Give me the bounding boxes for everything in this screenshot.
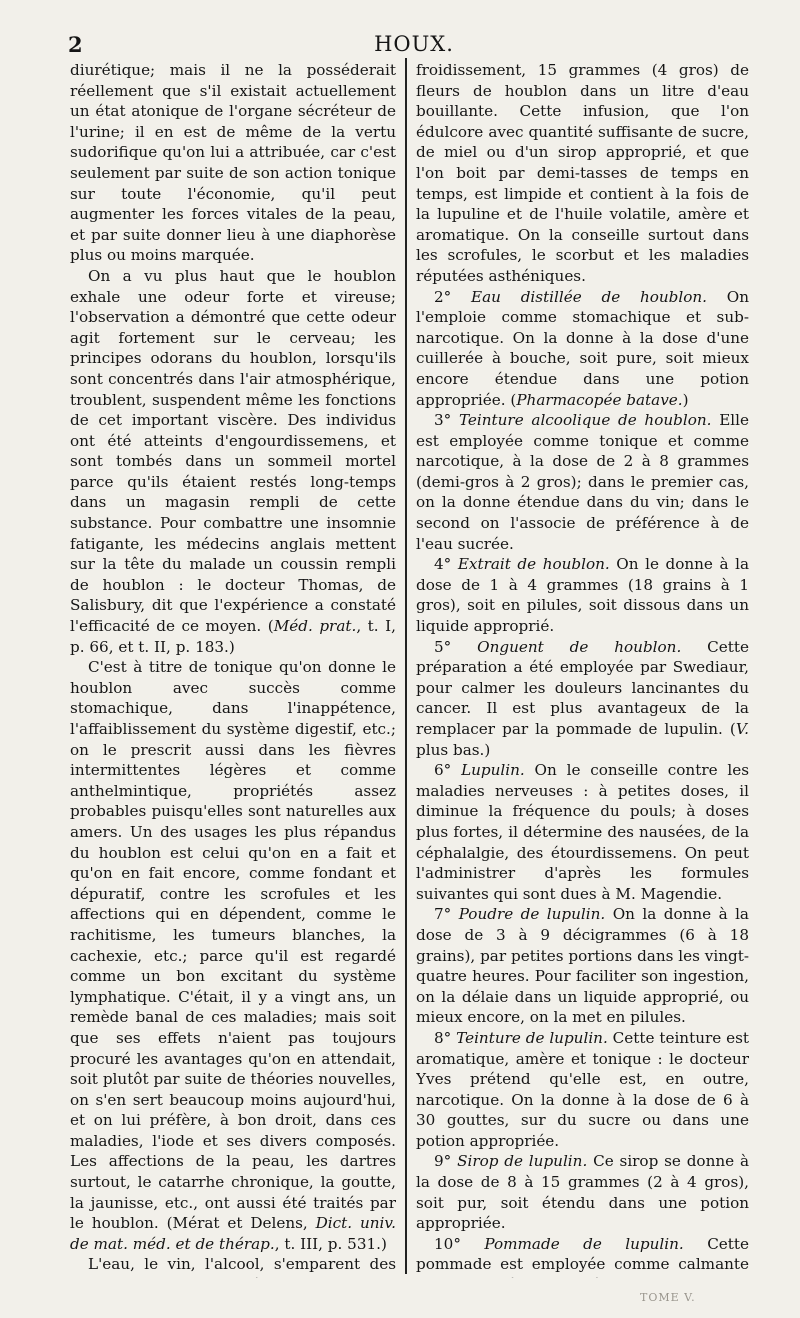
- citation: Pharmacopée batave.: [516, 390, 683, 409]
- item-text: On le conseille contre les maladies nerveuses : à petites doses, il diminue la fréquence du pouls; à doses plus fortes, il détermine des nausées, de la céphalalgie, des étourdissemens. On peut l'administrer d'après les formules suivantes qui sont dues à M. Magendie.: [416, 761, 749, 903]
- item-text: On l'emploie comme stomachique et sub-narcotique. On la donne à la dose d'une cuillerée à bouche, soit pure, soit mieux encore étendue dans une potion appropriée. (: [416, 287, 749, 409]
- running-head: HOUX.: [374, 32, 454, 56]
- item-text: Elle est employée comme tonique et comme narcotique, à la dose de 2 à 8 grammes (demi-gros à 2 gros); dans le premier cas, on la donne étendue dans du vin; dans le second on l'associe de préférence à de l'eau sucrée.: [416, 411, 749, 553]
- item-number: 6°: [434, 761, 462, 780]
- signature-mark: TOME V.: [640, 1291, 696, 1304]
- item-number: 2°: [434, 287, 472, 306]
- item-number: 10°: [434, 1234, 485, 1253]
- item-title: Sirop de lupulin.: [457, 1152, 588, 1171]
- page-header: [68, 32, 760, 56]
- item-title: Teinture de lupulin.: [456, 1028, 608, 1047]
- item-text: Cette pommade est employée comme calmante: [416, 1234, 749, 1274]
- item-title: Poudre de lupulin.: [458, 905, 606, 924]
- item-number: 7°: [434, 905, 459, 924]
- item-title: Lupulin.: [461, 761, 525, 780]
- preparation-item: [416, 1028, 749, 1152]
- item-number: 9°: [434, 1152, 458, 1171]
- paragraph: froidissement, 15 grammes (4 gros) de fleurs de houblon dans un litre d'eau bouillante. Cette infusion, que l'on édulcore avec quantité suffisante de sucre, de miel ou d'un sirop approprié, et que l'on boit par demi-tasses de temps en temps, est limpide et contient à la fois de la lupuline et de l'huile volatile, amère et aromatique. On la conseille surtout dans les scrofules, le scorbut et les maladies réputées asthéniques.: [416, 61, 749, 285]
- item-text: On la donne à la dose de 3 à 9 décigrammes (6 à 18 grains), par petites portions dans les vingt-quatre heures. Pour faciliter son ingestion, on la délaie dans un liquide approprié, ou mieux encore, on la met en pilules.: [416, 905, 749, 1027]
- preparation-item: [416, 287, 749, 411]
- left-column: [70, 60, 396, 1278]
- right-column: [416, 60, 749, 1278]
- page-number: 2: [68, 32, 83, 57]
- item-number: 8°: [434, 1028, 457, 1047]
- preparation-item: [416, 410, 749, 554]
- item-title: Pommade de lupulin.: [484, 1234, 684, 1253]
- item-title: Teinture alcoolique de houblon.: [458, 411, 712, 430]
- item-title: Eau distillée de houblon.: [471, 287, 707, 306]
- item-number: 3°: [434, 411, 459, 430]
- item-text: plus bas.): [416, 740, 491, 759]
- column-divider: [405, 58, 407, 1274]
- paragraph: diurétique; mais il ne la posséderait réellement que s'il existait actuellement un état atonique de l'organe sécréteur de l'urine; il en est de même de la vertu sudorifique qu'on lui a attribuée, car c'est seulement par suite de son action tonique sur toute l'économie, qu'il peut augmenter les forces vitales de la peau, et par suite donner lieu à une diaphorèse plus ou moins marquée.: [70, 61, 396, 265]
- text: , t. III, p. 531.): [274, 1234, 387, 1253]
- text: On a vu plus haut que le houblon exhale une odeur forte et vireuse; l'observation a démontré que cette odeur agit fortement sur le cerveau; les principes odorans du houblon, lorsqu'ils sont concentrés dans l'air atmosphérique, troublent, suspendent même les fonctions de cet important viscère. Des individus ont été atteints d'engourdissemens, et sont tombés dans un sommeil mortel parce qu'ils étaient restés long-temps dans un magasin rempli de cette substance. Pour combattre une insomnie fatigante, les médecins anglais mettent sur la tête du malade un coussin rempli de houblon : le docteur Thomas, de Salisbury, dit que l'expérience a constaté l'efficacité de ce moyen. (: [70, 266, 396, 636]
- preparation-item: [416, 904, 749, 1028]
- citation: Dict. univ. de mat. méd. et de thérap.: [70, 1214, 396, 1253]
- preparation-item: [416, 1151, 749, 1233]
- citation: V.: [735, 720, 749, 738]
- item-text: ): [682, 390, 689, 409]
- preparation-item: [416, 760, 749, 904]
- paragraph: [70, 657, 396, 1254]
- item-number: 5°: [434, 637, 478, 656]
- preparation-item: [416, 637, 749, 761]
- item-title: Onguent de houblon.: [477, 637, 682, 656]
- item-text: Ce sirop se donne à la dose de 8 à 15 grammes (2 à 4 gros), soit pur, soit étendu dans une potion appropriée.: [416, 1152, 749, 1233]
- citation: Méd. prat.: [273, 617, 357, 636]
- item-text: Cette teinture est aromatique, amère et tonique : le docteur Yves prétend qu'elle est, en outre, narcotique. On la donne à la dose de 6 à 30 gouttes, sur du sucre ou dans une potion appropriée.: [416, 1028, 749, 1150]
- item-text: On le donne à la dose de 1 à 4 grammes (18 grains à 1 gros), soit en pilules, soit dissous dans un liquide approprié.: [416, 555, 749, 636]
- item-title: Extrait de houblon.: [457, 555, 610, 574]
- item-number: 4°: [434, 555, 458, 574]
- preparation-item: [416, 1234, 749, 1278]
- preparation-item: [416, 554, 749, 636]
- text: C'est à titre de tonique qu'on donne le houblon avec succès comme stomachique, dans l'inappétence, l'affaiblissement du système digestif, etc.; on le prescrit aussi dans les fièvres intermittentes légères et comme anthelmintique, propriétés assez probables puisqu'elles sont naturelles aux amers. Un des usages les plus répandus du houblon est celui qu'on en a fait et qu'on en fait encore, comme fondant et dépuratif, contre les scrofules et les affections qui en dépendent, comme le rachitisme, les tumeurs blanches, la cachexie, etc.; parce qu'il est regardé comme un bon excitant du système lymphatique. C'était, il y a vingt ans, un remède banal de ces maladies; mais soit que ses effets n'aient pas toujours procuré les avantages qu'on en attendait, soit plutôt par suite de théories nouvelles, on s'en sert beaucoup moins aujourd'hui, et on lui préfère, à bon droit, dans ces maladies, l'iode et ses divers composés. Les affections de la peau, les dartres surtout, le catarrhe chronique, la goutte, la jaunisse, etc., ont aussi été traités par le houblon. (Mérat et Delens,: [70, 658, 396, 1233]
- paragraph: L'eau, le vin, l'alcool, s'emparent des: [88, 1255, 396, 1274]
- text: , t. I, p. 66, et t. II, p. 183.): [70, 617, 396, 656]
- item-text: Cette préparation a été employée par Swediaur, pour calmer les douleurs lancinantes du cancer. Il est plus avantageux de la remplacer par la pommade de lupulin. (: [416, 637, 749, 738]
- paragraph: [70, 266, 396, 657]
